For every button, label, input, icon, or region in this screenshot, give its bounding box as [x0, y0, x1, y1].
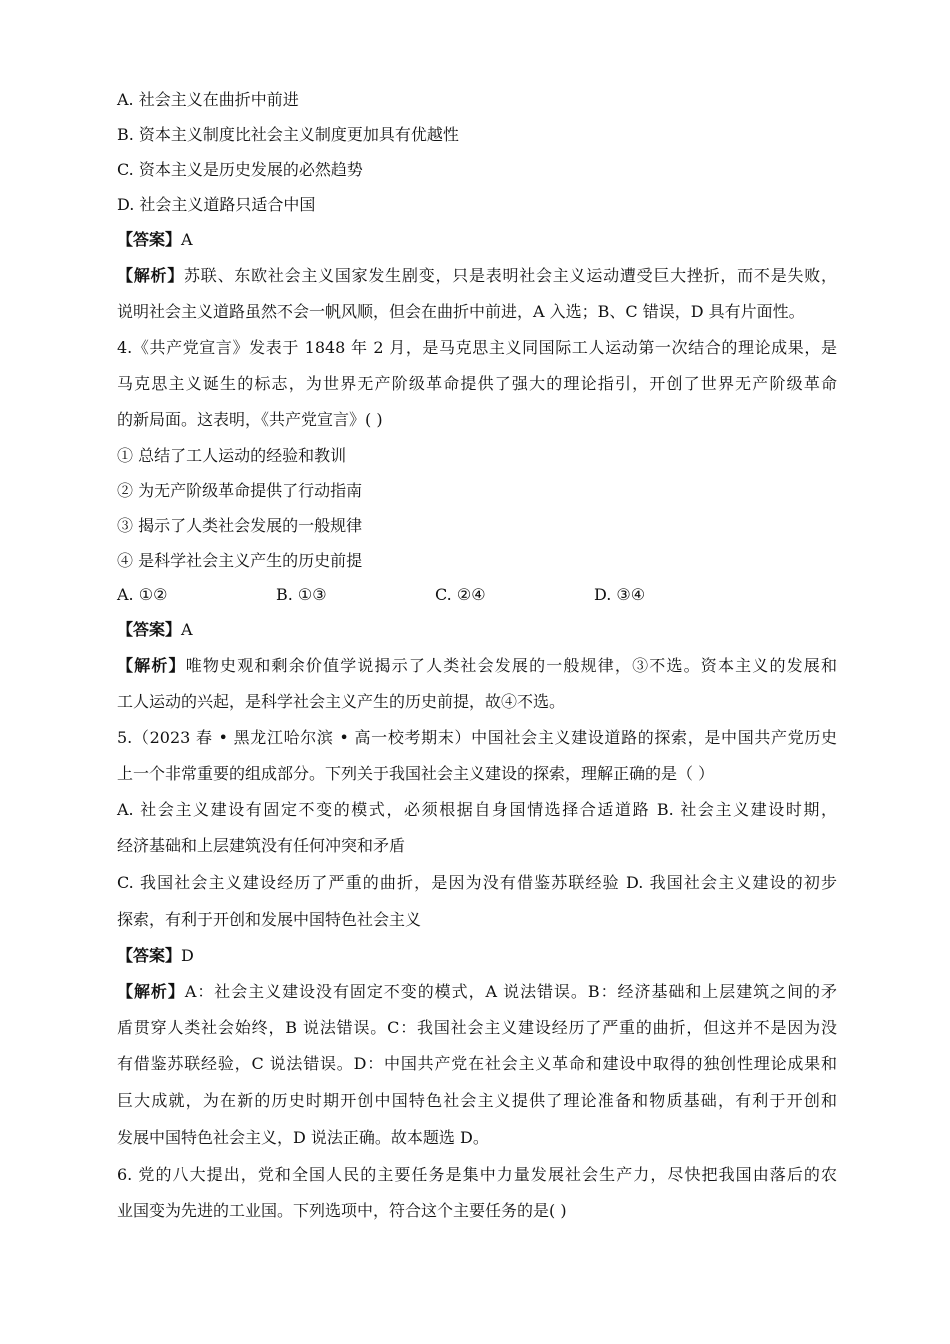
q5-analysis-line-1 — [117, 982, 837, 1002]
q4-options-row — [117, 585, 837, 605]
q4-stem-line-3: 的新局面。这表明，《共产党宣言》( ) — [117, 410, 383, 429]
q5-options-line-3: C. 我国社会主义建设经历了严重的曲折，是因为没有借鉴苏联经验 D. 我国社会主义建设的初步 — [117, 873, 837, 892]
q3-answer — [117, 230, 837, 250]
answer-value: D — [181, 946, 194, 965]
q3-option-c: C. 资本主义是历史发展的必然趋势 — [117, 160, 363, 179]
q4-option-d: D. ③④ — [594, 585, 646, 604]
q5-stem-line-2: 上一个非常重要的组成部分。下列关于我国社会主义建设的探索，理解正确的是（ ） — [117, 764, 715, 783]
q5-analysis-line-4: 巨大成就，为在新的历史时期开创中国特色社会主义提供了理论准备和物质基础，有利于开创和 — [117, 1091, 837, 1110]
q4-item-2: ② 为无产阶级革命提供了行动指南 — [117, 481, 363, 500]
q4-item-4: ④ 是科学社会主义产生的历史前提 — [117, 551, 363, 570]
q4-option-b: B. ①③ — [276, 585, 327, 604]
q4-option-a: A. ①② — [117, 585, 168, 604]
answer-value: A — [181, 230, 193, 249]
q3-option-b: B. 资本主义制度比社会主义制度更加具有优越性 — [117, 125, 459, 144]
q4-item-1: ① 总结了工人运动的经验和教训 — [117, 446, 347, 465]
answer-label: 【答案】 — [117, 620, 182, 639]
analysis-text: 唯物史观和剩余价值学说揭示了人类社会发展的一般规律，③不选。资本主义的发展和 — [185, 656, 837, 675]
q3-analysis-line-2: 说明社会主义道路虽然不会一帆风顺，但会在曲折中前进，A 入选；B、C 错误，D 具有片面性。 — [117, 302, 805, 321]
answer-label: 【答案】 — [117, 946, 182, 965]
q5-stem-line-1: 5.（2023 春 • 黑龙江哈尔滨 • 高一校考期末）中国社会主义建设道路的探索，是中国共产党历史 — [117, 728, 837, 747]
q5-analysis-line-2: 盾贯穿人类社会始终，B 说法错误。C：我国社会主义建设经历了严重的曲折，但这并不是因为没 — [117, 1018, 837, 1037]
q5-options-line-2: 经济基础和上层建筑没有任何冲突和矛盾 — [117, 836, 406, 855]
q5-analysis-line-5: 发展中国特色社会主义，D 说法正确。故本题选 D。 — [117, 1128, 489, 1147]
q4-item-3: ③ 揭示了人类社会发展的一般规律 — [117, 516, 363, 535]
analysis-label: 【解析】 — [117, 656, 186, 675]
answer-label: 【答案】 — [117, 230, 182, 249]
q4-option-c: C. ②④ — [435, 585, 486, 604]
q3-option-a: A. 社会主义在曲折中前进 — [117, 90, 299, 109]
q3-option-d: D. 社会主义道路只适合中国 — [117, 195, 316, 214]
q6-stem-line-1: 6. 党的八大提出，党和全国人民的主要任务是集中力量发展社会生产力，尽快把我国由落后的农 — [117, 1165, 837, 1184]
q5-analysis-line-3: 有借鉴苏联经验，C 说法错误。D：中国共产党在社会主义革命和建设中取得的独创性理论成果和 — [117, 1054, 837, 1073]
q4-analysis-line-2: 工人运动的兴起，是科学社会主义产生的历史前提，故④不选。 — [117, 692, 566, 711]
analysis-text: 苏联、东欧社会主义国家发生剧变，只是表明社会主义运动遭受巨大挫折，而不是失败， — [184, 266, 837, 285]
analysis-text: A：社会主义建设没有固定不变的模式，A 说法错误。B：经济基础和上层建筑之间的矛 — [184, 982, 837, 1001]
q3-analysis-line-1 — [117, 266, 837, 286]
q6-stem-line-2: 业国变为先进的工业国。下列选项中，符合这个主要任务的是( ) — [117, 1201, 567, 1220]
q5-options-line-1: A. 社会主义建设有固定不变的模式，必须根据自身国情选择合适道路 B. 社会主义建设时期， — [117, 800, 837, 819]
q5-answer — [117, 946, 837, 966]
q4-analysis-line-1 — [117, 656, 837, 676]
answer-value: A — [181, 620, 193, 639]
q5-options-line-4: 探索，有利于开创和发展中国特色社会主义 — [117, 910, 422, 929]
q4-stem-line-1: 4.《共产党宣言》发表于 1848 年 2 月，是马克思主义同国际工人运动第一次结合的理论成果，是 — [117, 338, 837, 357]
analysis-label: 【解析】 — [117, 266, 185, 285]
analysis-label: 【解析】 — [117, 982, 185, 1001]
q4-stem-line-2: 马克思主义诞生的标志，为世界无产阶级革命提供了强大的理论指引，开创了世界无产阶级革命 — [117, 374, 837, 393]
q4-answer — [117, 620, 837, 640]
